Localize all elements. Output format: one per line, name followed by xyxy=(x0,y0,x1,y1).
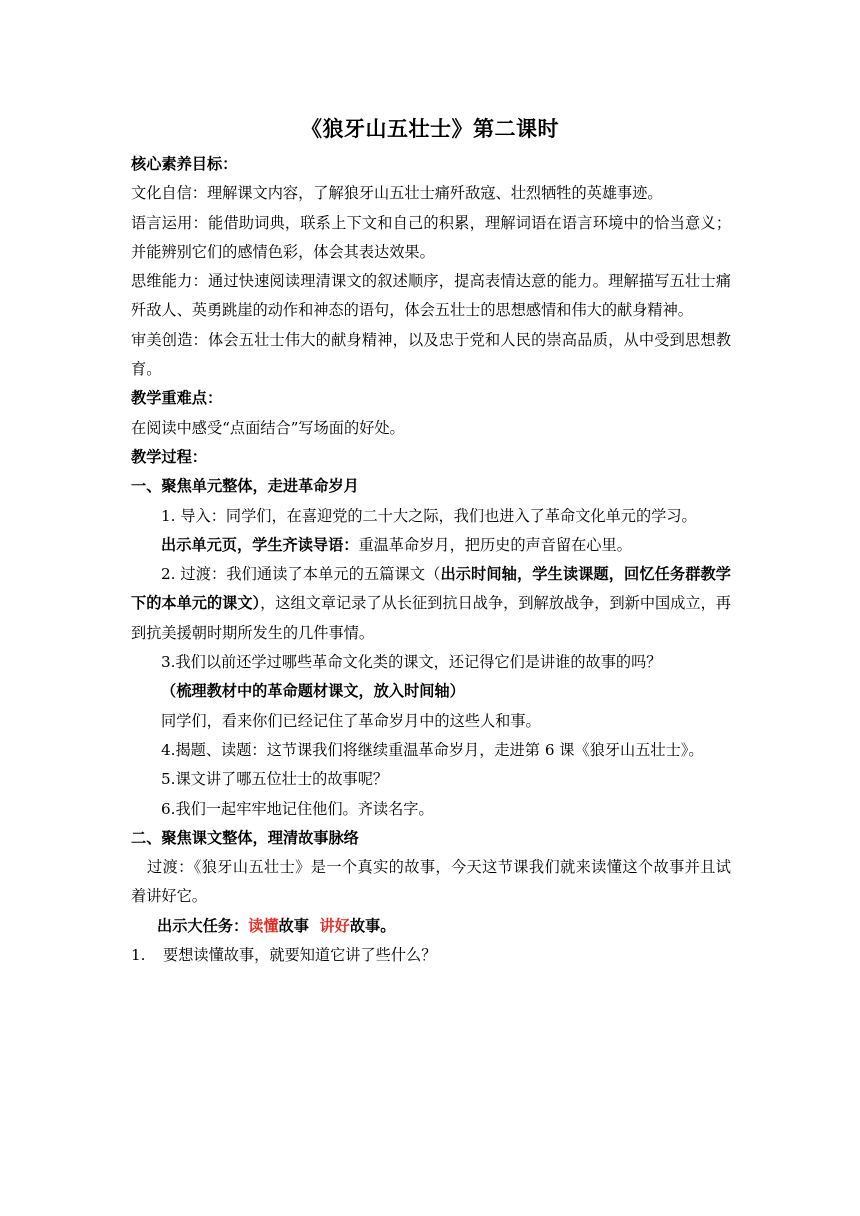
key-points-heading: 教学重难点： xyxy=(131,389,223,408)
goal-thinking: 思维能力：通过快速阅读理清课文的叙述顺序，提高表情达意的能力。理解描写五壮士痛歼敌人、英勇跳崖的动作和神态的语句，体会五壮士的思想感情和伟大的献身精神。 xyxy=(131,272,731,320)
section2-transition: 过渡：《狼牙山五壮士》是一个真实的故事，今天这节课我们就来读懂这个故事并且试着讲好它。 xyxy=(131,858,731,906)
item2-end: ，这组文章记录了从长征到抗日战争，到解放战争，到新中国成立，再到抗美援朝时期所发生的几件事情。 xyxy=(131,594,731,642)
section2-item1-number: 1. xyxy=(131,946,146,965)
process-heading: 教学过程： xyxy=(131,447,207,466)
document-body xyxy=(131,150,731,970)
goal-culture: 文化自信：理解课文内容，了解狼牙山五壮士痛歼敌寇、壮烈牺牲的英雄事迹。 xyxy=(131,184,663,203)
section1-heading: 一、聚焦单元整体，走进革命岁月 xyxy=(131,477,359,496)
goal-language: 语言运用：能借助词典，联系上下文和自己的积累，理解词语在语言环境中的恰当意义；并能辨别它们的感情色彩，体会其表达效果。 xyxy=(131,213,731,261)
section1-item4: 4.揭题、读题：这节课我们将继续重温革命岁月，走进第 6 课《狼牙山五壮士》。 xyxy=(161,740,704,759)
section1-item2 xyxy=(131,560,731,648)
page-title: 《狼牙山五壮士》第二课时 xyxy=(301,116,559,141)
section1-item1: 1. 导入：同学们，在喜迎党的二十大之际，我们也进入了革命文化单元的学习。 xyxy=(161,506,697,525)
section1-item5: 5.课文讲了哪五位壮士的故事呢？ xyxy=(161,770,389,789)
core-goals-heading: 核心素养目标： xyxy=(131,155,238,173)
task-story1: 故事 xyxy=(278,916,309,935)
section1-show-unit-page xyxy=(131,531,731,560)
task-read-red: 读懂 xyxy=(248,916,279,935)
section1-item3-note: （梳理教材中的革命题材课文，放入时间轴） xyxy=(161,682,465,701)
item2-bold-note: 出示时间轴，学生读课题，回忆任务群教学下的本单元的课文） xyxy=(131,565,731,613)
section1-item6: 6.我们一起牢牢地记住他们。齐读名字。 xyxy=(161,799,434,818)
section1-item3: 3.我们以前还学过哪些革命文化类的课文，还记得它们是讲谁的故事的吗？ xyxy=(161,653,662,672)
task-story2: 故事。 xyxy=(349,916,396,935)
item2-start: 2. 过渡：我们通读了本单元的五篇课文（ xyxy=(161,565,441,584)
key-points-text: 在阅读中感受“点面结合”写场面的好处。 xyxy=(131,418,405,437)
section2-item1-text: 要想读懂故事，就要知道它讲了些什么？ xyxy=(163,946,437,965)
task-tell-red: 讲好 xyxy=(319,916,350,935)
section2-heading: 二、聚焦课文整体，理清故事脉络 xyxy=(131,828,359,847)
task-label: 出示大任务： xyxy=(157,916,249,935)
section2-item1 xyxy=(131,941,731,970)
goal-aesthetic: 审美创造：体会五壮士伟大的献身精神，以及忠于党和人民的崇高品质，从中受到思想教育。 xyxy=(131,330,731,379)
section2-task xyxy=(131,912,731,941)
section1-item3-after: 同学们，看来你们已经记住了革命岁月中的这些人和事。 xyxy=(161,711,541,730)
show-unit-label: 出示单元页，学生齐读导语： xyxy=(161,535,359,554)
show-unit-text: 重温革命岁月，把历史的声音留在心里。 xyxy=(358,535,632,554)
